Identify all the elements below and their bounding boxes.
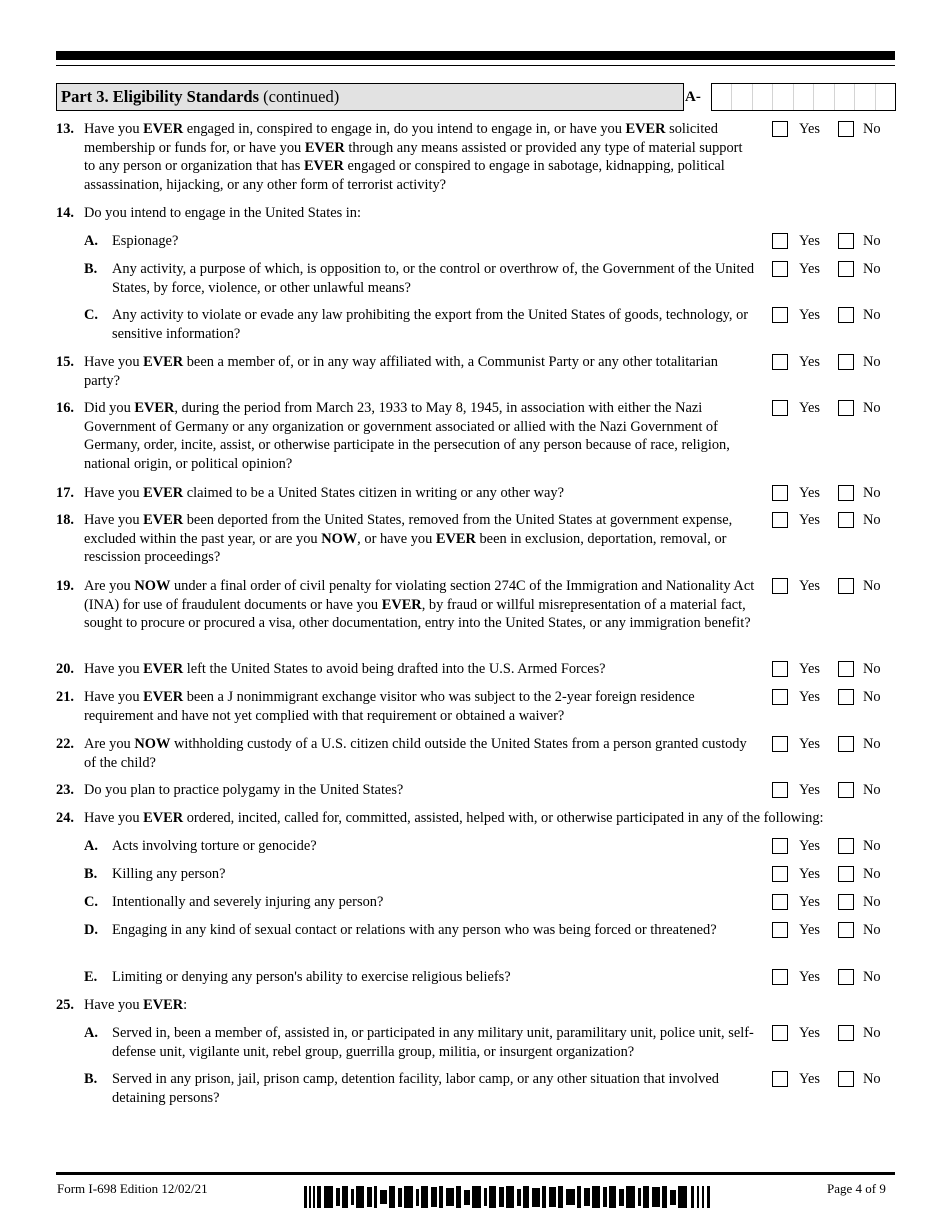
yes-checkbox[interactable] <box>772 838 788 854</box>
q23-answer: Yes No <box>772 781 892 799</box>
yes-checkbox[interactable] <box>772 866 788 882</box>
no-checkbox[interactable] <box>838 400 854 416</box>
q24d-answer: Yes No <box>772 921 892 939</box>
no-checkbox[interactable] <box>838 866 854 882</box>
no-checkbox[interactable] <box>838 307 854 323</box>
no-checkbox[interactable] <box>838 782 854 798</box>
barcode-icon <box>304 1186 712 1208</box>
top-thin-rule <box>56 65 895 66</box>
no-checkbox[interactable] <box>838 578 854 594</box>
q14c-answer: Yes No <box>772 306 892 324</box>
q13-answer: Yes No <box>772 120 892 138</box>
yes-checkbox[interactable] <box>772 894 788 910</box>
no-checkbox[interactable] <box>838 233 854 249</box>
no-checkbox[interactable] <box>838 485 854 501</box>
yes-checkbox[interactable] <box>772 1071 788 1087</box>
q14b-answer: Yes No <box>772 260 892 278</box>
q22-answer: Yes No <box>772 735 892 753</box>
yes-checkbox[interactable] <box>772 354 788 370</box>
no-checkbox[interactable] <box>838 354 854 370</box>
q21-answer: Yes No <box>772 688 892 706</box>
part-title: Part 3. Eligibility Standards (continued) <box>56 83 684 111</box>
yes-checkbox[interactable] <box>772 578 788 594</box>
footer-rule <box>56 1172 895 1175</box>
q25b-answer: Yes No <box>772 1070 892 1088</box>
q24e-answer: Yes No <box>772 968 892 986</box>
q14a-answer: Yes No <box>772 232 892 250</box>
yes-checkbox[interactable] <box>772 307 788 323</box>
q19-answer: Yes No <box>772 577 892 595</box>
yes-checkbox[interactable] <box>772 121 788 137</box>
no-checkbox[interactable] <box>838 1071 854 1087</box>
page-number: Page 4 of 9 <box>827 1181 886 1196</box>
no-checkbox[interactable] <box>838 661 854 677</box>
yes-checkbox[interactable] <box>772 736 788 752</box>
yes-checkbox[interactable] <box>772 1025 788 1041</box>
q15-answer: Yes No <box>772 353 892 371</box>
no-checkbox[interactable] <box>838 689 854 705</box>
yes-checkbox[interactable] <box>772 512 788 528</box>
no-checkbox[interactable] <box>838 894 854 910</box>
no-checkbox[interactable] <box>838 969 854 985</box>
form-edition: Form I-698 Edition 12/02/21 <box>57 1181 208 1196</box>
yes-checkbox[interactable] <box>772 969 788 985</box>
no-checkbox[interactable] <box>838 736 854 752</box>
question-text: Have you EVER engaged in, conspired to engage in, do you intend to engage in, or have you EVER solicited membership or funds for, or have you EVER through any means assisted or provided any type of material support to any person or organization that has EVER engaged or conspired to engage in sabotage, kidnapping, political assassination, hijacking, or any other form of terrorist activity? <box>84 121 743 193</box>
no-checkbox[interactable] <box>838 838 854 854</box>
no-checkbox[interactable] <box>838 512 854 528</box>
a-number-input[interactable] <box>711 83 896 111</box>
yes-checkbox[interactable] <box>772 782 788 798</box>
q24a-answer: Yes No <box>772 837 892 855</box>
yes-checkbox[interactable] <box>772 485 788 501</box>
yes-checkbox[interactable] <box>772 922 788 938</box>
a-number-label: A- <box>685 89 701 105</box>
q24c-answer: Yes No <box>772 893 892 911</box>
no-checkbox[interactable] <box>838 261 854 277</box>
yes-checkbox[interactable] <box>772 689 788 705</box>
q17-answer: Yes No <box>772 484 892 502</box>
q16-answer: Yes No <box>772 399 892 417</box>
no-checkbox[interactable] <box>838 121 854 137</box>
top-rule <box>56 51 895 60</box>
yes-checkbox[interactable] <box>772 661 788 677</box>
yes-checkbox[interactable] <box>772 233 788 249</box>
q24b-answer: Yes No <box>772 865 892 883</box>
no-checkbox[interactable] <box>838 1025 854 1041</box>
q25a-answer: Yes No <box>772 1024 892 1042</box>
q20-answer: Yes No <box>772 660 892 678</box>
yes-checkbox[interactable] <box>772 261 788 277</box>
q18-answer: Yes No <box>772 511 892 529</box>
no-checkbox[interactable] <box>838 922 854 938</box>
part-header <box>56 83 895 111</box>
yes-checkbox[interactable] <box>772 400 788 416</box>
